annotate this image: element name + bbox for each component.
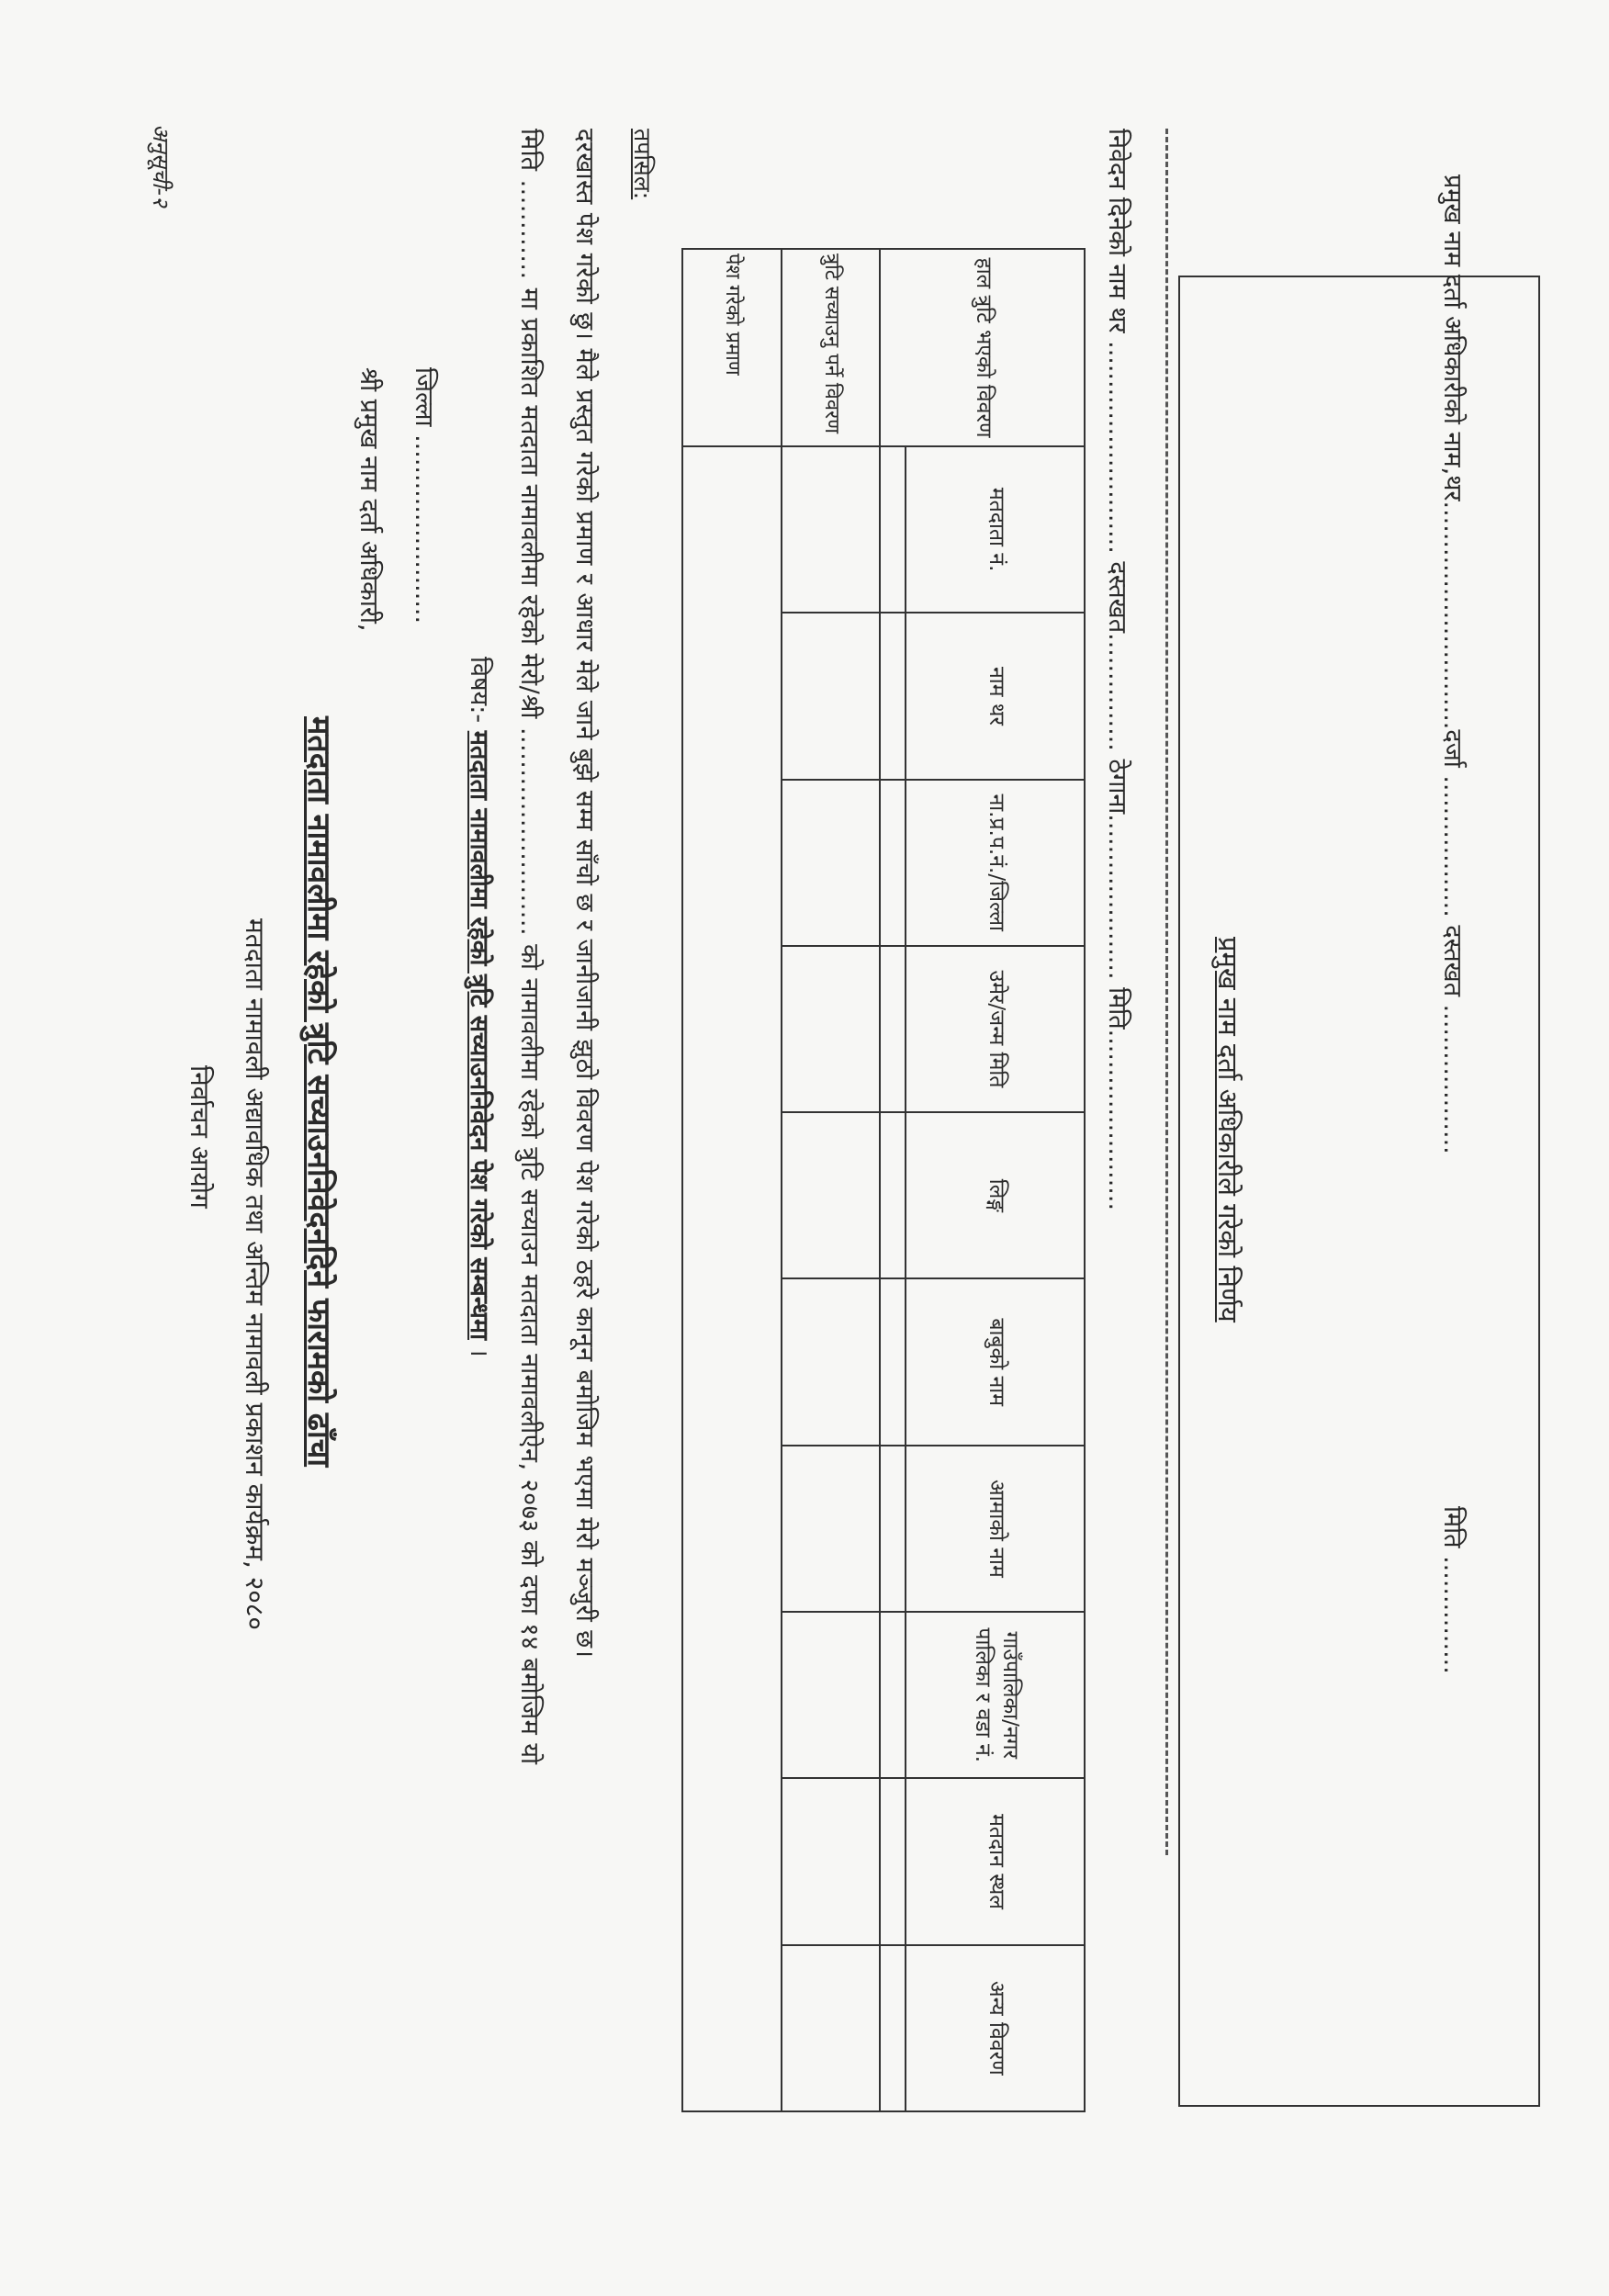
applicant-signature-line: निवेदन दिनेको नाम थर ........................... दस्तखत............... ठेगाना..................... मिति....................... <box>1103 129 1131 1211</box>
table-cell[interactable] <box>782 446 881 613</box>
commission-title: निर्वाचन आयोग <box>185 1065 215 1209</box>
decision-heading: प्रमुख नाम दर्ता अधिकारीले गरेको निर्णय <box>1212 937 1243 1322</box>
district-field: जिल्ला ........................ <box>410 367 438 625</box>
col-voter-number: मतदाता नं. <box>906 446 1085 613</box>
body-paragraph-line-1: मिति ............ मा प्रकाशित मतदाता नामावलीमा रहेको मेरो/श्री ......................... को नामावलीमा रहेको त्रुटि सच्याउन मतदाता नामावलीऐन, २०७३ को दफा १४ बमोजिम यो <box>515 129 544 1765</box>
col-name: नाम थर <box>906 613 1085 779</box>
addressee: श्री प्रमुख नाम दर्ता अधिकारी, <box>354 367 383 632</box>
table-cell[interactable] <box>880 780 906 946</box>
body-paragraph-line-2: दरखास्त पेश गरेको छु। मैले प्रस्तुत गरेको प्रमाण र आधार मेले जाने बुझे सम्म साँचो छ र जानीजानी झुठो विवरण पेश गरेको ठहरे कानून बमोजिम भएमा मेरो मञ्जुरी छ। <box>570 129 599 1659</box>
row-label-correction: त्रुटि सच्याउनु पर्ने विवरण <box>782 249 881 446</box>
officer-signature-line: प्रमुख नाम दर्ता अधिकारीको नाम,थर.............................दर्जा .................. दस्तखत ................... <box>1438 174 1467 1154</box>
table-cell[interactable] <box>782 1112 881 1278</box>
table-cell[interactable] <box>782 1778 881 1944</box>
annex-label: अनुसूची-२ <box>148 124 174 208</box>
table-cell[interactable] <box>782 780 881 946</box>
table-cell[interactable] <box>782 946 881 1112</box>
form-title: मतदाता नामावलीमा रहेको त्रुटि सच्याउननिवेदनदिने फारामको ढाँचा <box>300 716 337 1468</box>
table-cell[interactable] <box>880 446 906 613</box>
col-father-name: बाबुको नाम <box>906 1278 1085 1445</box>
table-row <box>782 249 881 2111</box>
decision-date-line: मिति ............... <box>1438 1506 1467 1674</box>
table-cell[interactable] <box>880 1446 906 1612</box>
evidence-cell[interactable] <box>682 446 782 2111</box>
table-cell[interactable] <box>880 613 906 779</box>
table-row <box>682 249 782 2111</box>
col-mother-name: आमाको नाम <box>906 1446 1085 1612</box>
subject-text: मतदाता नामावलीमा रहेको त्रुटि सच्याउननिवेदन पेश गरेको सम्बन्धमा <box>465 730 493 1340</box>
table-cell[interactable] <box>880 1278 906 1445</box>
details-label: तपसिल: <box>629 129 656 200</box>
table-cell[interactable] <box>782 613 881 779</box>
col-municipality-ward: गाउँपालिका/नगर पालिका र वडा नं. <box>906 1612 1085 1778</box>
program-title: मतदाता नामावली अद्यावधिक तथा अन्तिम नामावली प्रकाशन कार्यक्रम, २०८० <box>240 918 270 1630</box>
col-gender: लिङ्ग <box>906 1112 1085 1278</box>
table-cell[interactable] <box>880 1778 906 1944</box>
table-cell[interactable] <box>880 946 906 1112</box>
divider <box>1165 129 1168 1855</box>
col-polling-station: मतदान स्थल <box>906 1778 1085 1944</box>
subject-prefix: विषय:- <box>465 657 493 731</box>
col-age-dob: उमेर/जन्म मिति <box>906 946 1085 1112</box>
row-label-current-error: हाल त्रुटि भएको विवरण <box>880 249 1085 446</box>
table-row <box>880 249 906 2111</box>
table-cell[interactable] <box>880 1612 906 1778</box>
col-other-details: अन्य विवरण <box>906 1945 1085 2111</box>
subject-line <box>464 657 498 1357</box>
table-cell[interactable] <box>880 1945 906 2111</box>
col-citizenship-district: ना.प्र.प.नं./जिल्ला <box>906 780 1085 946</box>
details-table <box>681 248 1086 2112</box>
subject-suffix: । <box>465 1339 493 1357</box>
table-cell[interactable] <box>782 1945 881 2111</box>
row-label-evidence: पेश गरेको प्रमाण <box>682 249 782 446</box>
table-cell[interactable] <box>782 1278 881 1445</box>
table-cell[interactable] <box>782 1446 881 1612</box>
table-header-row <box>906 249 1085 2111</box>
table-cell[interactable] <box>880 1112 906 1278</box>
table-cell[interactable] <box>782 1612 881 1778</box>
